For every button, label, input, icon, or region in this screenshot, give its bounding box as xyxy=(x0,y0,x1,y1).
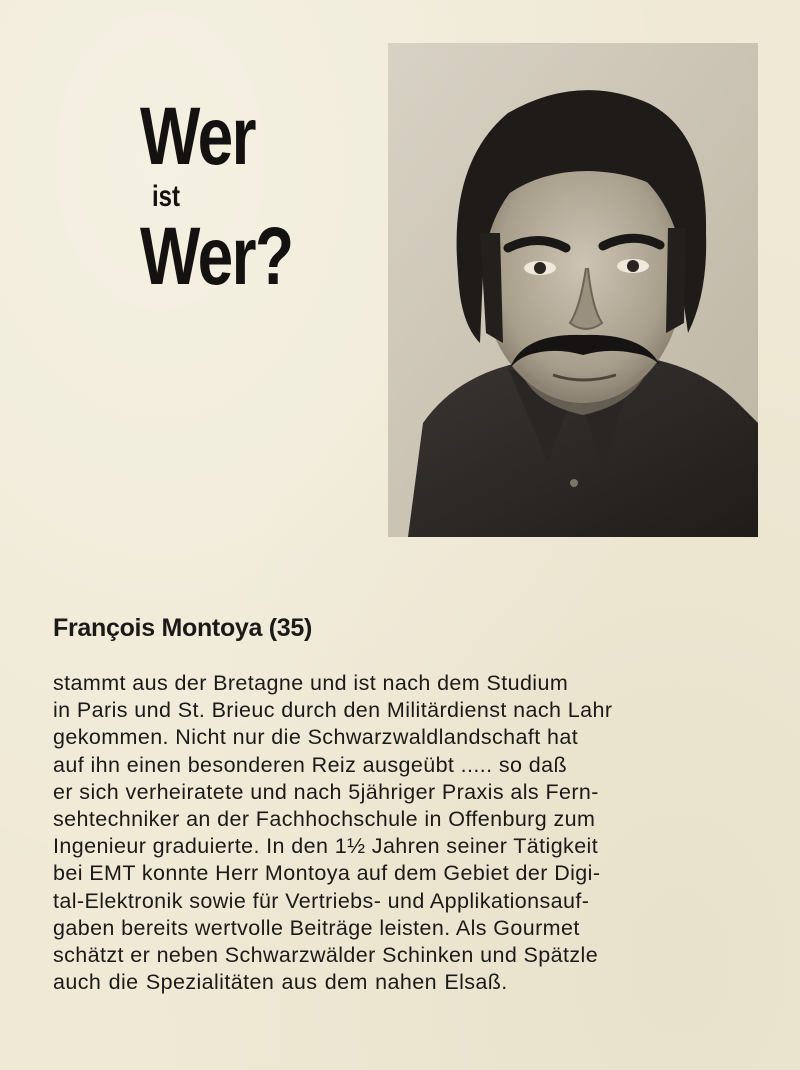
article-line: bei EMT konnte Herr Montoya auf dem Gebiet der Digi- xyxy=(53,861,601,886)
article-line: Ingenieur graduierte. In den 1½ Jahren seiner Tätigkeit xyxy=(53,834,599,859)
person-name: François Montoya (35) xyxy=(53,614,313,642)
article-line: stammt aus der Bretagne und ist nach dem Studium xyxy=(53,671,569,695)
article-body xyxy=(53,670,765,996)
article-line: er sich verheiratete und nach 5jähriger Praxis als Fern- xyxy=(53,779,599,804)
article-line: gaben bereits wertvolle Beiträge leisten. Als Gourmet xyxy=(53,915,580,940)
article-line: in Paris und St. Brieuc durch den Militärdienst nach Lahr xyxy=(53,698,613,723)
article-line: sehtechniker an der Fachhochschule in Offenburg zum xyxy=(53,806,596,831)
headline-line-1: Wer xyxy=(140,91,256,182)
article-line: gekommen. Nicht nur die Schwarzwaldlandschaft hat xyxy=(53,725,579,750)
article-line: auch die Spezialitäten aus dem nahen Elsaß. xyxy=(53,970,508,995)
article-line: schätzt er neben Schwarzwälder Schinken und Spätzle xyxy=(53,942,599,967)
portrait-photo xyxy=(388,43,758,537)
headline xyxy=(140,92,360,302)
headline-line-3: Wer? xyxy=(140,211,293,302)
article-line: tal-Elektronik sowie für Vertriebs- und Applikationsauf- xyxy=(53,888,590,913)
portrait-illustration xyxy=(388,43,758,537)
article-line: auf ihn einen besonderen Reiz ausgeübt ..... so daß xyxy=(53,752,568,777)
headline-line-2: ist xyxy=(152,180,181,213)
